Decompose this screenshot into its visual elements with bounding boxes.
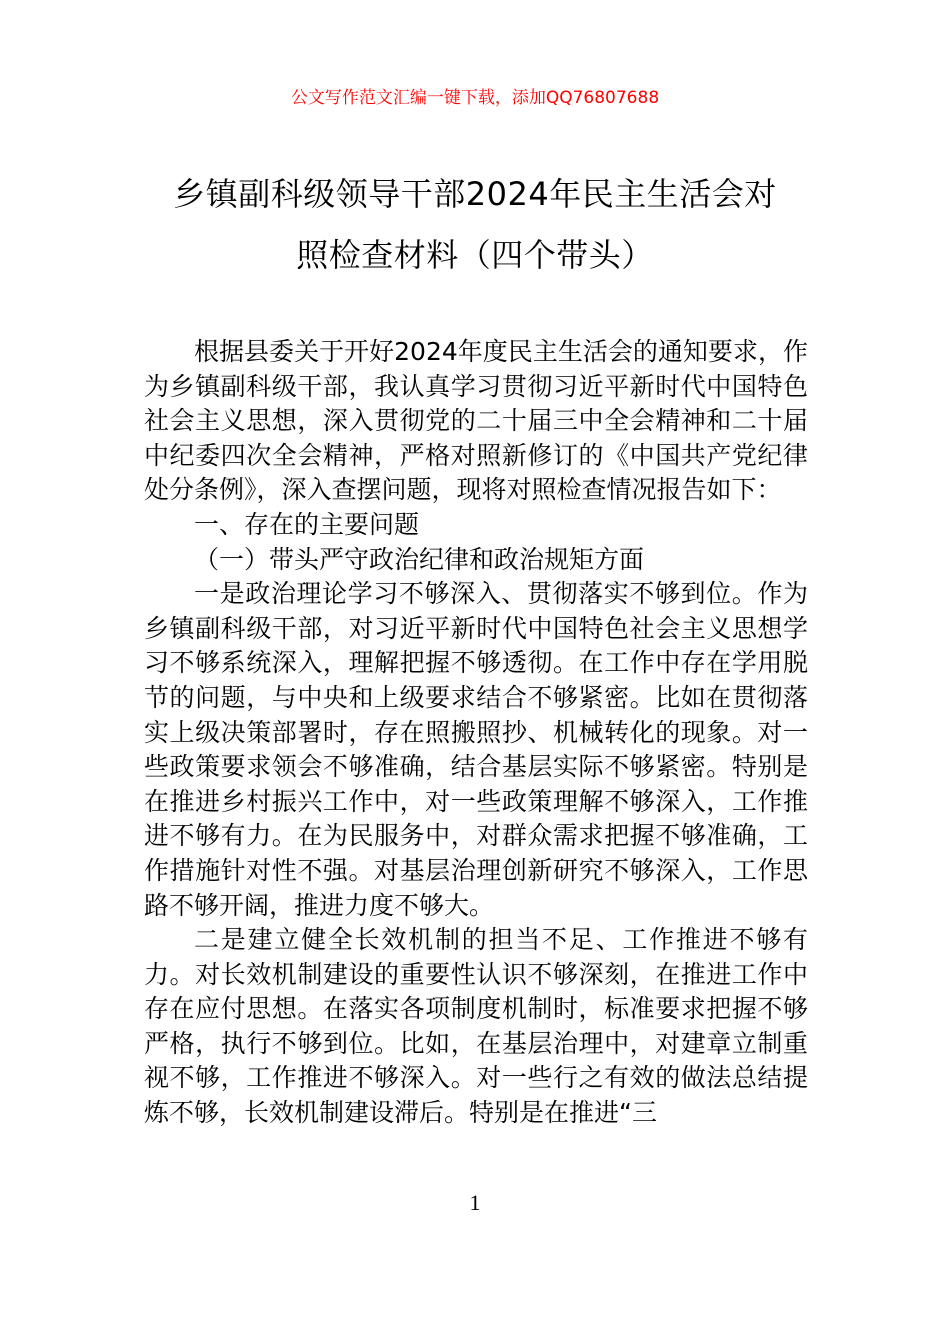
section-heading-1: 一、存在的主要问题 xyxy=(194,509,420,539)
subsection-heading-1: （一）带头严守政治纪律和政治规矩方面 xyxy=(194,544,645,574)
title-line-2: 照检查材料（四个带头） xyxy=(296,236,654,274)
intro-paragraph: 根据县委关于开好2024年度民主生活会的通知要求，作为乡镇副科级干部，我认真学习贯彻习近平新时代中国特色社会主义思想，深入贯彻党的二十届三中全会精神和二十届中纪委四次全会精神，严格对照新修订的《中国共产党纪律处分条例》，深入查摆问题，现将对照检查情况报告如下： xyxy=(144,337,808,505)
problem-paragraph-1: 一是政治理论学习不够深入、贯彻落实不够到位。作为乡镇副科级干部，对习近平新时代中国特色社会主义思想学习不够系统深入，理解把握不够透彻。在工作中存在学用脱节的问题，与中央和上级要求结合不够紧密。比如在贯彻落实上级决策部署时，存在照搬照抄、机械转化的现象。对一些政策要求领会不够准确，结合基层实际不够紧密。特别是在推进乡村振兴工作中，对一些政策理解不够深入，工作推进不够有力。在为民服务中，对群众需求把握不够准确，工作措施针对性不强。对基层治理创新研究不够深入，工作思路不够开阔，推进力度不够大。 xyxy=(144,579,808,920)
header-download-note: 公文写作范文汇编一键下载，添加QQ76807688 xyxy=(290,88,660,108)
title-line-1: 乡镇副科级领导干部2024年民主生活会对 xyxy=(173,175,777,213)
page-number: 1 xyxy=(469,1190,481,1215)
document-body xyxy=(144,335,808,1131)
problem-paragraph-2: 二是建立健全长效机制的担当不足、工作推进不够有力。对长效机制建设的重要性认识不够深刻，在推进工作中存在应付思想。在落实各项制度机制时，标准要求把握不够严格，执行不够到位。比如，在基层治理中，对建章立制重视不够，工作推进不够深入。对一些行之有效的做法总结提炼不够，长效机制建设滞后。特别是在推进“三 xyxy=(144,925,808,1128)
document-title xyxy=(90,164,860,286)
